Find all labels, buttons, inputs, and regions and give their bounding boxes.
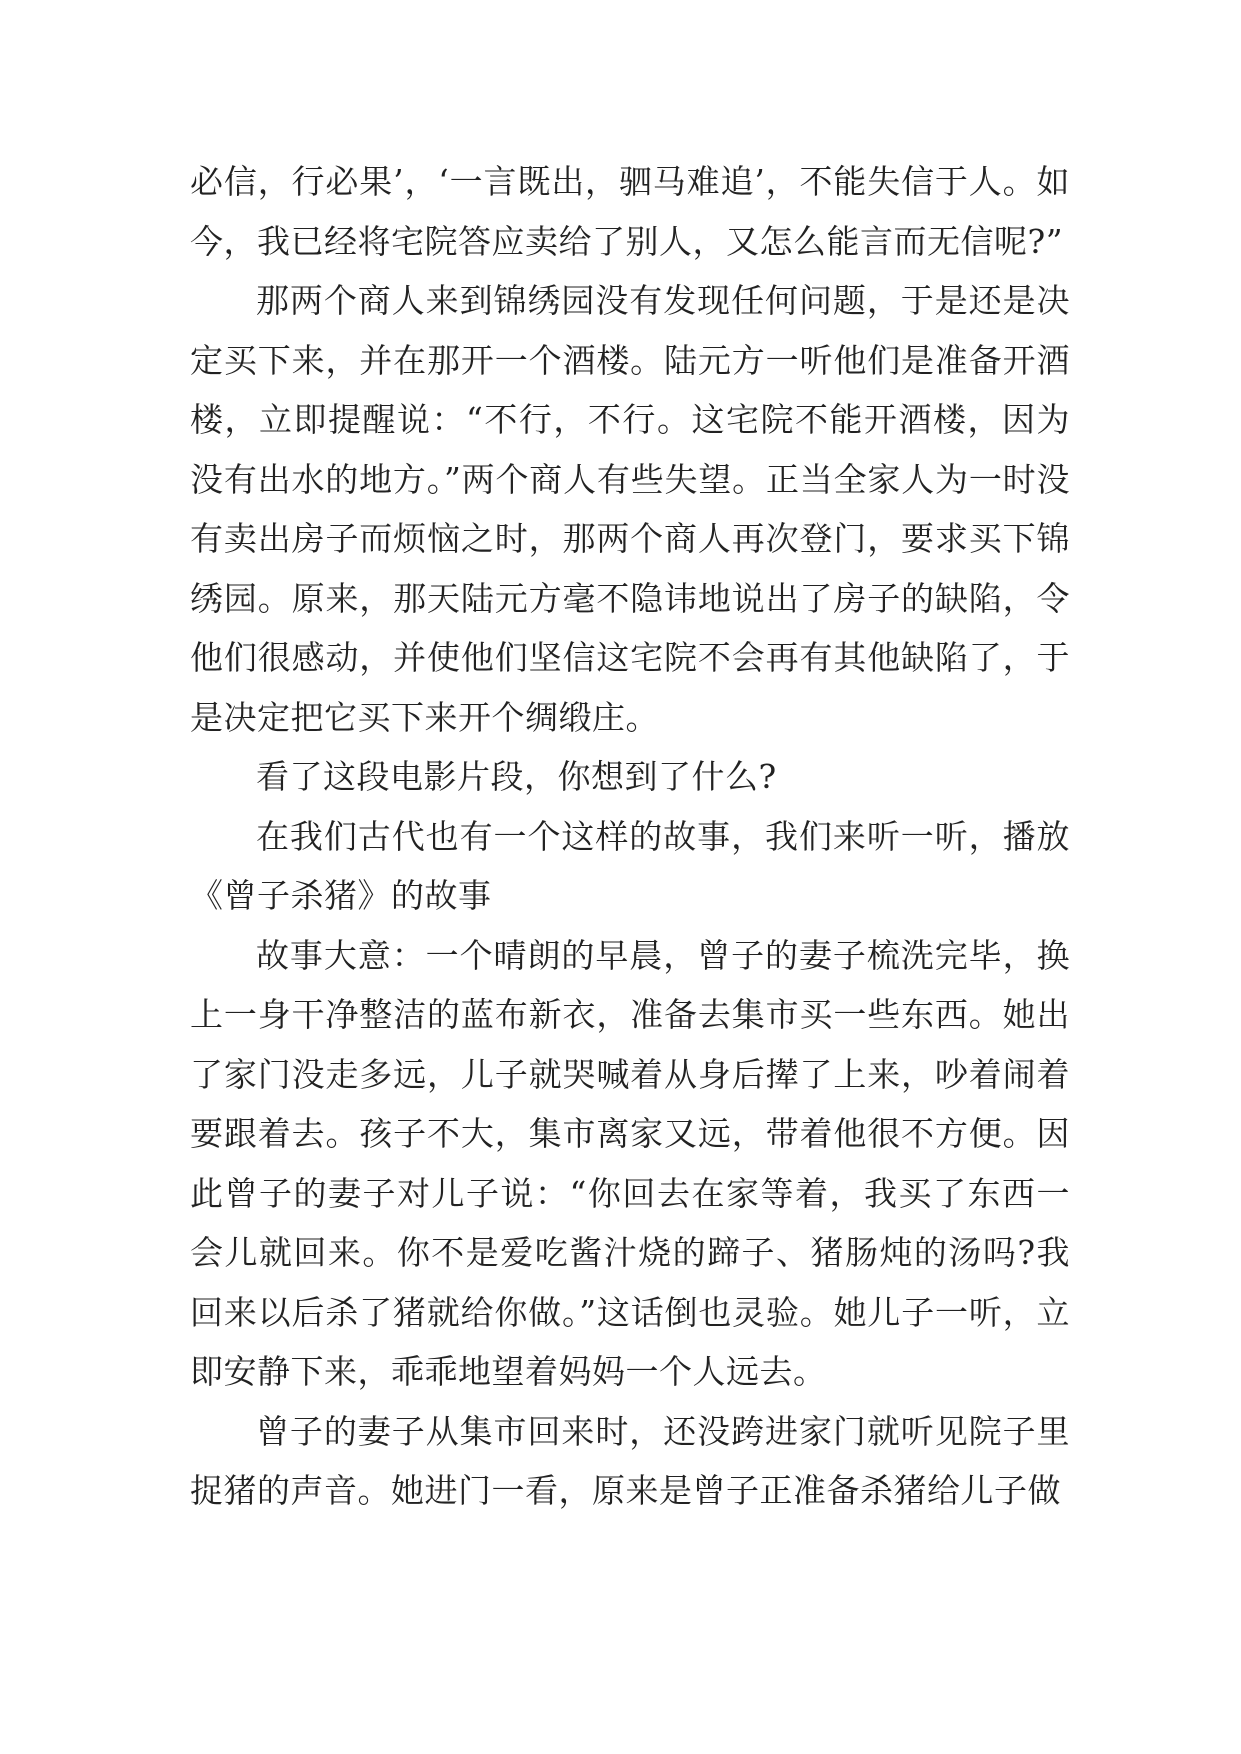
- paragraph-3: 看了这段电影片段，你想到了什么?: [256, 757, 777, 796]
- body-text: [190, 152, 1070, 1521]
- paragraph-1: 必信，行必果’，‘一言既出，驷马难追’，不能失信于人。如今，我已经将宅院答应卖给了别人，又怎么能言而无信呢?”: [190, 162, 1070, 261]
- paragraph-4: 在我们古代也有一个这样的故事，我们来听一听，播放《曾子杀猪》的故事: [190, 816, 1070, 915]
- paragraph-6: 曾子的妻子从集市回来时，还没跨进家门就听见院子里捉猪的声音。她进门一看，原来是曾子正准备杀猪给儿子做: [190, 1411, 1070, 1510]
- paragraph-2: 那两个商人来到锦绣园没有发现任何问题，于是还是决定买下来，并在那开一个酒楼。陆元方一听他们是准备开酒楼，立即提醒说：“不行，不行。这宅院不能开酒楼，因为没有出水的地方。”两个商人有些失望。正当全家人为一时没有卖出房子而烦恼之时，那两个商人再次登门，要求买下锦绣园。原来，那天陆元方毫不隐讳地说出了房子的缺陷，令他们很感动，并使他们坚信这宅院不会再有其他缺陷了，于是决定把它买下来开个绸缎庄。: [190, 281, 1070, 737]
- paragraph-5: 故事大意：一个晴朗的早晨，曾子的妻子梳洗完毕，换上一身干净整洁的蓝布新衣，准备去集市买一些东西。她出了家门没走多远，儿子就哭喊着从身后撵了上来，吵着闹着要跟着去。孩子不大，集市离家又远，带着他很不方便。因此曾子的妻子对儿子说：“你回去在家等着，我买了东西一会儿就回来。你不是爱吃酱汁烧的蹄子、猪肠炖的汤吗?我回来以后杀了猪就给你做。”这话倒也灵验。她儿子一听，立即安静下来，乖乖地望着妈妈一个人远去。: [190, 935, 1070, 1391]
